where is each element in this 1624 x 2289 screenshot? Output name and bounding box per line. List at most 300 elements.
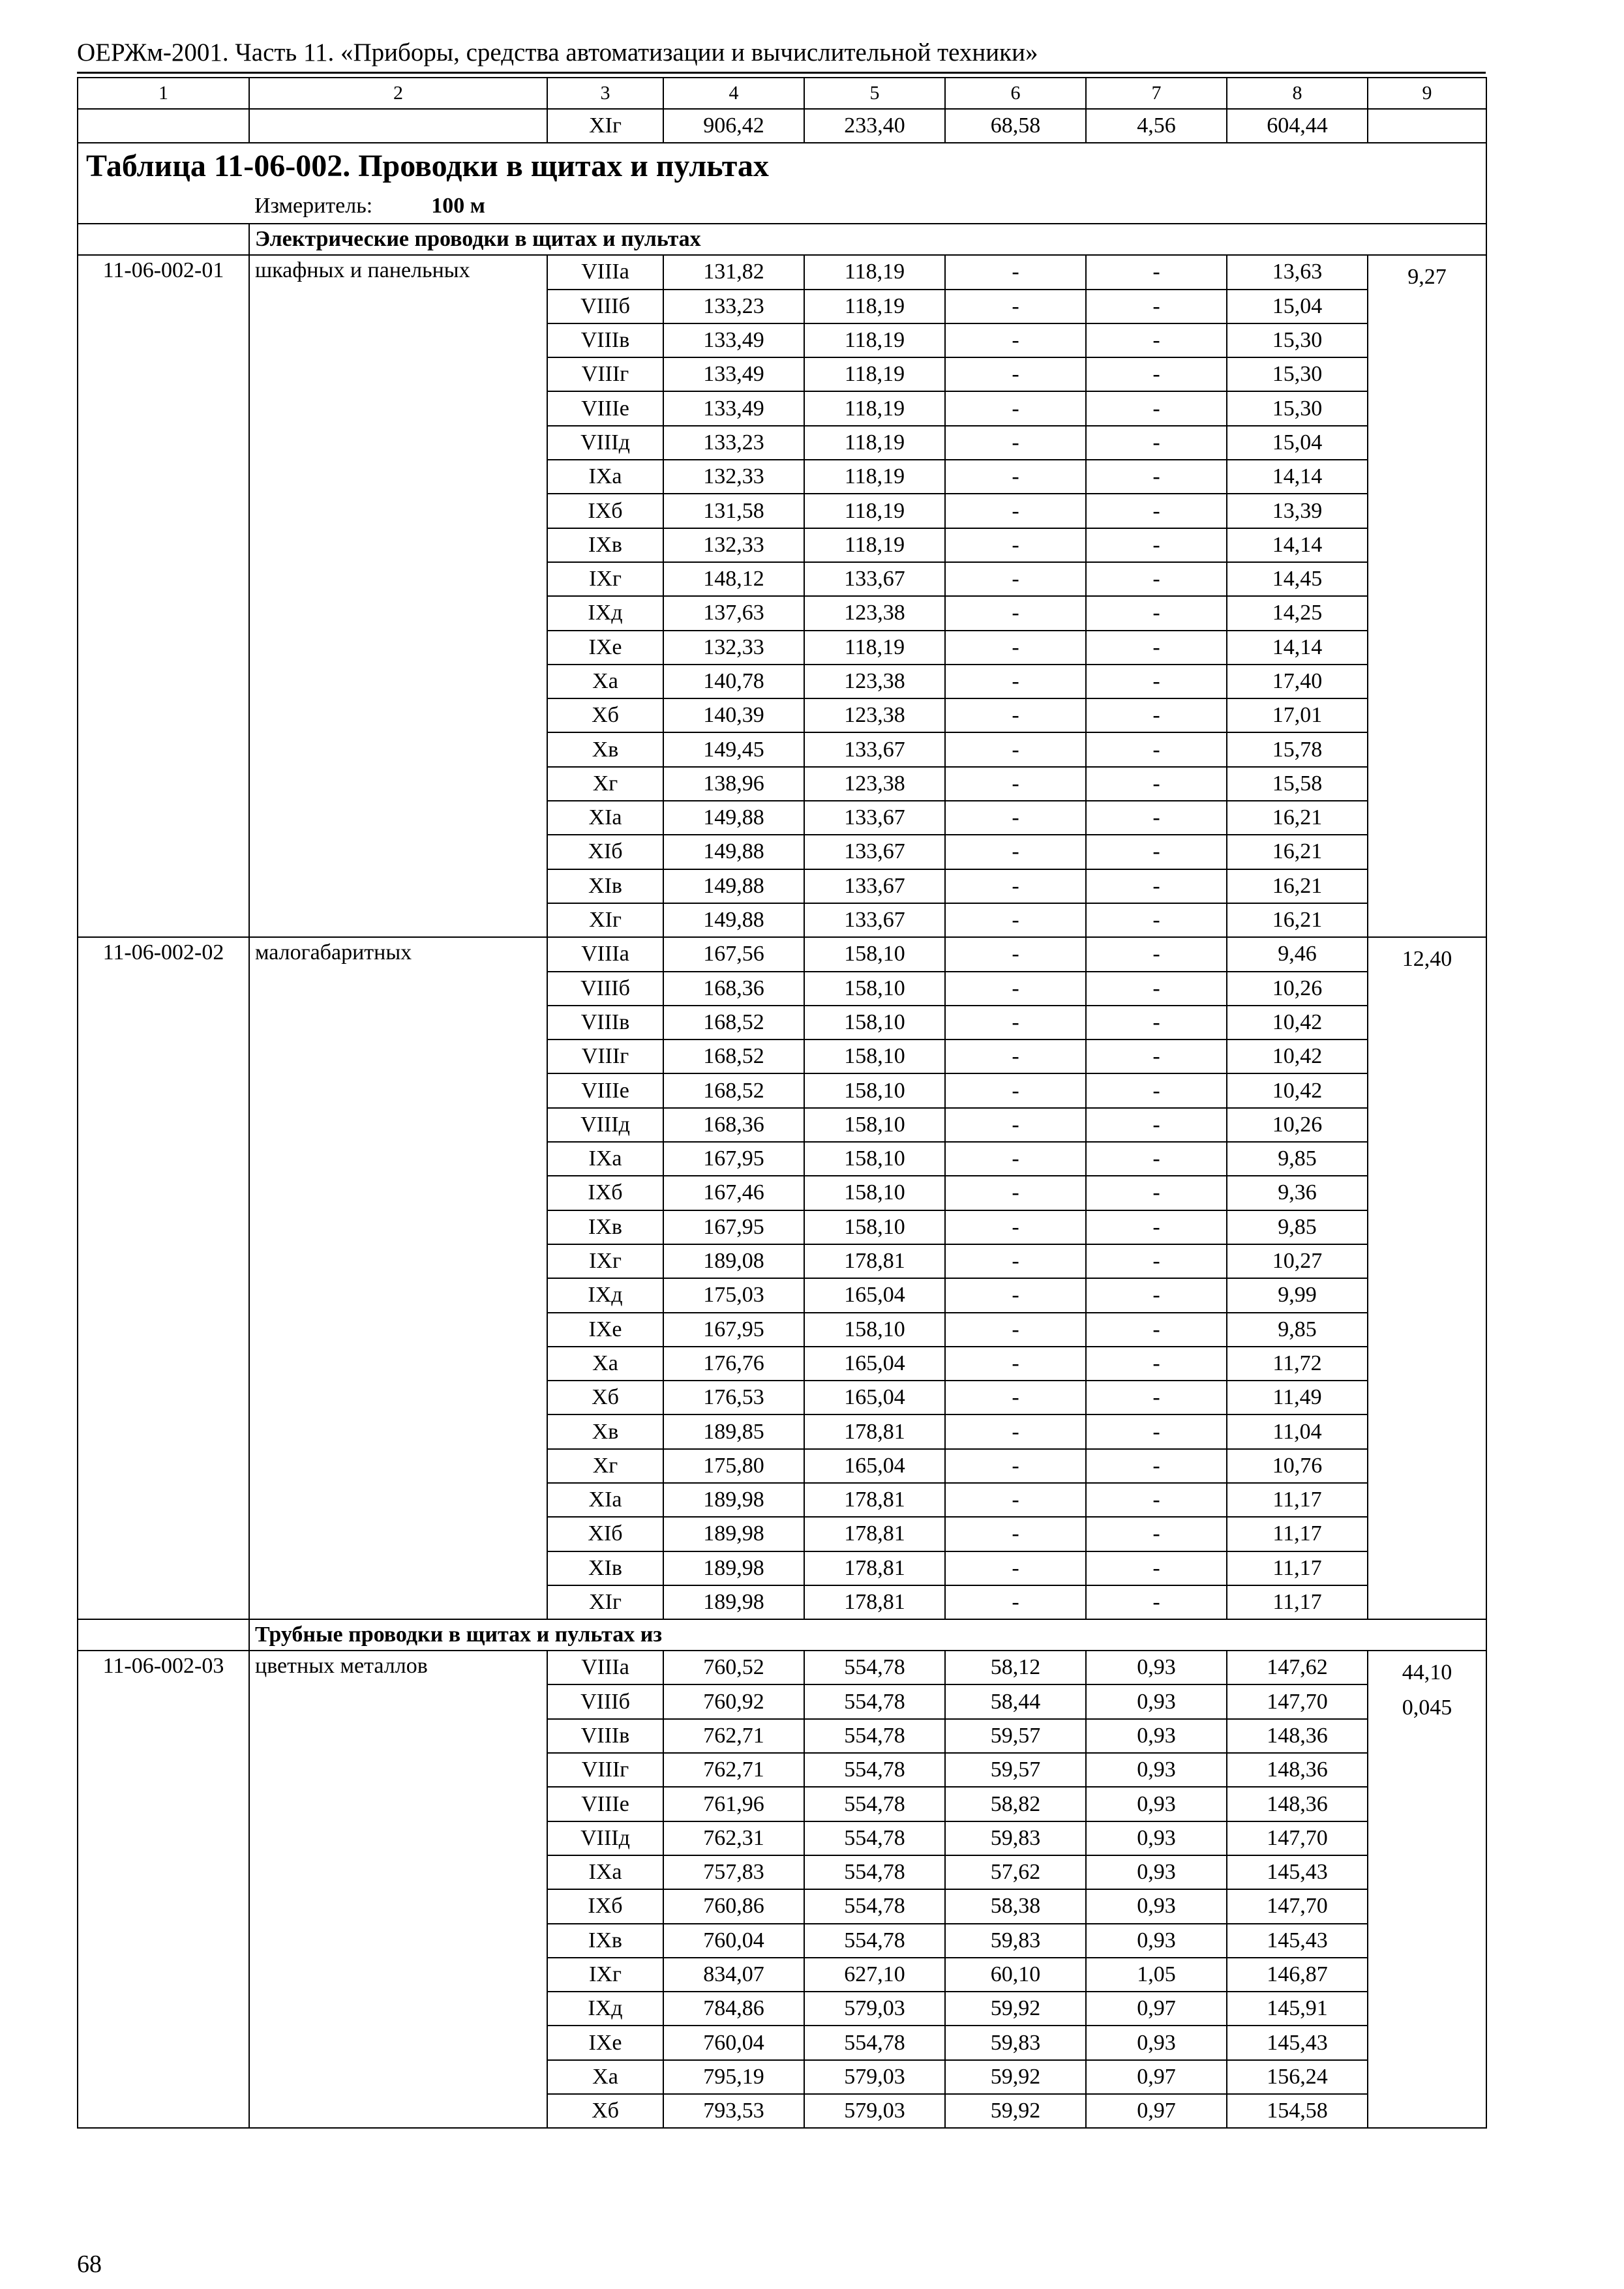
table-cell: -: [945, 937, 1086, 971]
page-header: ОЕРЖм-2001. Часть 11. «Приборы, средства автоматизации и вычислительной техники»: [77, 38, 1038, 67]
table-cell: 58,44: [945, 1684, 1086, 1718]
table-cell: -: [1086, 1278, 1227, 1312]
table-cell: VIIIа: [547, 937, 663, 971]
table-cell: -: [1086, 460, 1227, 494]
table-cell: -: [1086, 1176, 1227, 1210]
table-cell: Xб: [547, 698, 663, 732]
table-cell: 175,03: [663, 1278, 804, 1312]
table-cell: VIIIб: [547, 972, 663, 1006]
table-cell: 59,92: [945, 1992, 1086, 2026]
table-cell: Xа: [547, 2060, 663, 2094]
table-cell: -: [945, 391, 1086, 425]
table-cell: -: [1086, 494, 1227, 528]
table-cell: 167,95: [663, 1313, 804, 1347]
table-cell: -: [945, 1517, 1086, 1551]
table-cell: 10,42: [1227, 1073, 1368, 1107]
section-label: Электрические проводки в щитах и пультах: [249, 224, 1486, 255]
table-cell: -: [1086, 290, 1227, 323]
table-cell: -: [945, 1210, 1086, 1244]
table-cell: 13,39: [1227, 494, 1368, 528]
table-cell: -: [1086, 1483, 1227, 1517]
table-cell: 0,93: [1086, 1684, 1227, 1718]
table-cell: 118,19: [804, 426, 945, 460]
table-cell: 233,40: [804, 109, 945, 143]
measure-value: 100 м: [431, 194, 485, 218]
table-cell: -: [945, 1381, 1086, 1414]
table-cell: 11,17: [1227, 1517, 1368, 1551]
table-cell: 15,78: [1227, 732, 1368, 766]
table-cell: 118,19: [804, 323, 945, 357]
table-cell: 10,42: [1227, 1040, 1368, 1073]
carry-over-row: [78, 109, 1486, 143]
table-cell: 795,19: [663, 2060, 804, 2094]
table-cell: 178,81: [804, 1585, 945, 1619]
table-cell: 0,97: [1086, 2060, 1227, 2094]
table-cell: 14,45: [1227, 562, 1368, 596]
table-cell: VIIIв: [547, 1719, 663, 1753]
table-cell: 17,01: [1227, 698, 1368, 732]
table-cell: 762,71: [663, 1719, 804, 1753]
table-cell: 189,98: [663, 1551, 804, 1585]
table-cell: 10,27: [1227, 1244, 1368, 1278]
table-cell: 10,76: [1227, 1449, 1368, 1483]
table-cell: -: [945, 1142, 1086, 1176]
table-cell: -: [1086, 1551, 1227, 1585]
table-cell: 0,93: [1086, 1855, 1227, 1889]
table-cell: IXг: [547, 562, 663, 596]
table-cell: 760,04: [663, 2026, 804, 2059]
table-cell: 0,93: [1086, 2026, 1227, 2059]
table-cell: 17,40: [1227, 665, 1368, 698]
table-cell: XIг: [547, 1585, 663, 1619]
table-cell: 133,67: [804, 835, 945, 869]
table-cell: IXе: [547, 1313, 663, 1347]
table-cell: Xб: [547, 1381, 663, 1414]
table-cell: 133,67: [804, 869, 945, 903]
rate-code: 11-06-002-02: [78, 937, 249, 1619]
column-number: 7: [1086, 78, 1227, 109]
table-cell: 178,81: [804, 1414, 945, 1448]
table-cell: -: [1086, 732, 1227, 766]
table-body: [78, 78, 1486, 2128]
table-cell: -: [1086, 1414, 1227, 1448]
table-cell: VIIIд: [547, 1821, 663, 1855]
table-cell: 834,07: [663, 1958, 804, 1992]
table-cell: 554,78: [804, 1889, 945, 1923]
table-cell: -: [945, 528, 1086, 562]
table-cell: -: [945, 631, 1086, 665]
table-title-row: [78, 143, 1486, 189]
table-cell: 131,58: [663, 494, 804, 528]
table-cell: 784,86: [663, 1992, 804, 2026]
table-cell: 14,14: [1227, 631, 1368, 665]
table-cell: Xа: [547, 1347, 663, 1381]
table-cell: 145,43: [1227, 1924, 1368, 1958]
table-cell: 118,19: [804, 357, 945, 391]
table-cell: -: [945, 323, 1086, 357]
table-cell: 59,83: [945, 1821, 1086, 1855]
column-9-value: 44,10 0,045: [1368, 1651, 1486, 2128]
table-cell: -: [1086, 835, 1227, 869]
table-cell: -: [1086, 1040, 1227, 1073]
table-cell: 554,78: [804, 1821, 945, 1855]
table-cell: 58,82: [945, 1787, 1086, 1821]
table-cell: 793,53: [663, 2094, 804, 2128]
table-cell: 59,57: [945, 1719, 1086, 1753]
table-cell: -: [945, 801, 1086, 835]
table-cell: 149,45: [663, 732, 804, 766]
table-cell: 156,24: [1227, 2060, 1368, 2094]
table-cell: 11,17: [1227, 1551, 1368, 1585]
table-cell: XIв: [547, 869, 663, 903]
table-cell: 133,67: [804, 903, 945, 937]
table-cell: XIб: [547, 835, 663, 869]
table-cell: 165,04: [804, 1278, 945, 1312]
table-cell: 137,63: [663, 596, 804, 630]
table-cell: 60,10: [945, 1958, 1086, 1992]
table-cell: 760,52: [663, 1651, 804, 1684]
table-cell: 132,33: [663, 460, 804, 494]
table-cell: -: [1086, 1073, 1227, 1107]
table-cell: -: [945, 1176, 1086, 1210]
table-cell: VIIIе: [547, 1073, 663, 1107]
table-cell: -: [1086, 323, 1227, 357]
table-cell: 10,26: [1227, 972, 1368, 1006]
table-cell: 59,83: [945, 1924, 1086, 1958]
table-cell: 178,81: [804, 1517, 945, 1551]
table-cell: -: [945, 1244, 1086, 1278]
table-cell: -: [1086, 665, 1227, 698]
column-number: 5: [804, 78, 945, 109]
table-cell: VIIIб: [547, 1684, 663, 1718]
table-cell: -: [945, 1006, 1086, 1040]
column-number: 2: [249, 78, 547, 109]
column-number: 1: [78, 78, 249, 109]
table-cell: VIIIд: [547, 426, 663, 460]
table-row: [78, 255, 1486, 289]
table-cell: [249, 109, 547, 143]
table-cell: 757,83: [663, 1855, 804, 1889]
table-cell: 118,19: [804, 290, 945, 323]
table-cell: 579,03: [804, 2060, 945, 2094]
table-cell: -: [1086, 1381, 1227, 1414]
table-cell: -: [945, 903, 1086, 937]
table-cell: -: [945, 972, 1086, 1006]
rate-code: 11-06-002-01: [78, 255, 249, 937]
table-cell: 158,10: [804, 937, 945, 971]
section-label: Трубные проводки в щитах и пультах из: [249, 1619, 1486, 1651]
table-cell: -: [1086, 1313, 1227, 1347]
table-cell: Xв: [547, 732, 663, 766]
table-cell: 760,04: [663, 1924, 804, 1958]
table-cell: -: [1086, 562, 1227, 596]
table-cell: -: [1086, 972, 1227, 1006]
table-cell: 11,49: [1227, 1381, 1368, 1414]
table-cell: 554,78: [804, 1924, 945, 1958]
table-cell: VIIIе: [547, 1787, 663, 1821]
table-cell: IXа: [547, 1855, 663, 1889]
table-cell: 147,62: [1227, 1651, 1368, 1684]
table-cell: -: [945, 732, 1086, 766]
table-cell: VIIIв: [547, 323, 663, 357]
table-cell: 761,96: [663, 1787, 804, 1821]
table-cell: VIIIг: [547, 1040, 663, 1073]
section-header-row: [78, 224, 1486, 255]
table-cell: 14,14: [1227, 460, 1368, 494]
table-cell: 178,81: [804, 1483, 945, 1517]
table-cell: 14,25: [1227, 596, 1368, 630]
table-cell: 0,93: [1086, 1719, 1227, 1753]
table-cell: XIв: [547, 1551, 663, 1585]
table-cell: 15,30: [1227, 323, 1368, 357]
table-cell: 579,03: [804, 1992, 945, 2026]
table-cell: VIIIе: [547, 391, 663, 425]
table-cell: 906,42: [663, 109, 804, 143]
table-cell: 554,78: [804, 1651, 945, 1684]
table-cell: 59,92: [945, 2060, 1086, 2094]
table-cell: -: [1086, 1108, 1227, 1142]
table-cell: VIIIа: [547, 1651, 663, 1684]
table-cell: Xа: [547, 665, 663, 698]
table-cell: -: [945, 1278, 1086, 1312]
table-cell: -: [945, 1108, 1086, 1142]
table-cell: 554,78: [804, 1753, 945, 1787]
table-cell: 16,21: [1227, 869, 1368, 903]
table-cell: 760,86: [663, 1889, 804, 1923]
table-cell: -: [1086, 1006, 1227, 1040]
table-cell: -: [945, 1313, 1086, 1347]
table-cell: IXа: [547, 1142, 663, 1176]
table-cell: 118,19: [804, 460, 945, 494]
table-cell: 11,17: [1227, 1585, 1368, 1619]
table-cell: IXг: [547, 1244, 663, 1278]
table-cell: -: [1086, 698, 1227, 732]
table-cell: 13,63: [1227, 255, 1368, 289]
table-cell: 554,78: [804, 1684, 945, 1718]
table-cell: 11,17: [1227, 1483, 1368, 1517]
table-cell: 158,10: [804, 1210, 945, 1244]
table-cell: -: [945, 460, 1086, 494]
table-cell: 554,78: [804, 1787, 945, 1821]
table-cell: 627,10: [804, 1958, 945, 1992]
table-cell: XIб: [547, 1517, 663, 1551]
table-cell: 131,82: [663, 255, 804, 289]
table-cell: 604,44: [1227, 109, 1368, 143]
table-cell: 133,49: [663, 391, 804, 425]
table-cell: VIIIд: [547, 1108, 663, 1142]
table-cell: 158,10: [804, 1006, 945, 1040]
table-cell: 9,85: [1227, 1142, 1368, 1176]
table-cell: 148,12: [663, 562, 804, 596]
table-cell: 158,10: [804, 972, 945, 1006]
table-cell: 133,49: [663, 323, 804, 357]
table-cell: -: [1086, 1347, 1227, 1381]
table-cell: 123,38: [804, 698, 945, 732]
table-cell: 16,21: [1227, 903, 1368, 937]
table-cell: -: [945, 767, 1086, 801]
table-cell: 138,96: [663, 767, 804, 801]
header-rule: [77, 72, 1486, 74]
table-cell: 148,36: [1227, 1787, 1368, 1821]
table-cell: 762,31: [663, 1821, 804, 1855]
table-cell: 133,23: [663, 426, 804, 460]
table-cell: 579,03: [804, 2094, 945, 2128]
table-cell: -: [945, 869, 1086, 903]
column-number: 4: [663, 78, 804, 109]
table-cell: 16,21: [1227, 835, 1368, 869]
table-cell: -: [945, 1347, 1086, 1381]
table-cell: 145,43: [1227, 2026, 1368, 2059]
table-cell: 147,70: [1227, 1684, 1368, 1718]
table-cell: 554,78: [804, 2026, 945, 2059]
table-cell: 0,97: [1086, 1992, 1227, 2026]
table-cell: -: [1086, 1517, 1227, 1551]
table-cell: Xв: [547, 1414, 663, 1448]
table-cell: 123,38: [804, 665, 945, 698]
table-cell: -: [1086, 1210, 1227, 1244]
table-cell: 146,87: [1227, 1958, 1368, 1992]
table-cell: 168,36: [663, 972, 804, 1006]
table-cell: IXд: [547, 596, 663, 630]
column-9-value: 12,40: [1368, 937, 1486, 1619]
table-cell: 133,49: [663, 357, 804, 391]
table-cell: 762,71: [663, 1753, 804, 1787]
table-cell: 145,43: [1227, 1855, 1368, 1889]
table-cell: Xг: [547, 1449, 663, 1483]
table-cell: 9,85: [1227, 1210, 1368, 1244]
table-cell: [78, 109, 249, 143]
table-cell: 176,53: [663, 1381, 804, 1414]
table-cell: 158,10: [804, 1073, 945, 1107]
measure-label: Измеритель:: [254, 194, 373, 218]
table-cell: 14,14: [1227, 528, 1368, 562]
table-cell: 165,04: [804, 1347, 945, 1381]
table-cell: 0,97: [1086, 2094, 1227, 2128]
table-cell: 10,42: [1227, 1006, 1368, 1040]
table-cell: 167,95: [663, 1142, 804, 1176]
table-cell: VIIIб: [547, 290, 663, 323]
table-cell: 9,85: [1227, 1313, 1368, 1347]
table-cell: IXб: [547, 1889, 663, 1923]
table-cell: 147,70: [1227, 1889, 1368, 1923]
column-number: 8: [1227, 78, 1368, 109]
table-cell: -: [1086, 767, 1227, 801]
table-cell: VIIIг: [547, 357, 663, 391]
table-cell: 148,36: [1227, 1719, 1368, 1753]
table-cell: 59,92: [945, 2094, 1086, 2128]
table-cell: 165,04: [804, 1381, 945, 1414]
table-cell: 0,93: [1086, 1924, 1227, 1958]
table-cell: -: [1086, 391, 1227, 425]
table-cell: 149,88: [663, 835, 804, 869]
table-cell: 145,91: [1227, 1992, 1368, 2026]
table-cell: IXд: [547, 1278, 663, 1312]
table-cell: -: [1086, 596, 1227, 630]
table-cell: VIIIа: [547, 255, 663, 289]
table-cell: 0,93: [1086, 1821, 1227, 1855]
table-cell: -: [945, 562, 1086, 596]
table-cell: IXе: [547, 631, 663, 665]
measure-cell: [78, 189, 1486, 224]
table-cell: 168,52: [663, 1040, 804, 1073]
column-number: 3: [547, 78, 663, 109]
table-cell: 165,04: [804, 1449, 945, 1483]
table-cell: 158,10: [804, 1313, 945, 1347]
table-cell: -: [945, 255, 1086, 289]
table-cell: 9,99: [1227, 1278, 1368, 1312]
table-cell: 58,12: [945, 1651, 1086, 1684]
table-cell: -: [945, 698, 1086, 732]
table-cell: 9,36: [1227, 1176, 1368, 1210]
table-cell: 0,93: [1086, 1787, 1227, 1821]
table-cell: 57,62: [945, 1855, 1086, 1889]
table-cell: 15,30: [1227, 391, 1368, 425]
table-cell: 189,85: [663, 1414, 804, 1448]
table-cell: 158,10: [804, 1176, 945, 1210]
table-cell: 189,98: [663, 1585, 804, 1619]
table-cell: -: [1086, 1142, 1227, 1176]
table-cell: -: [1086, 801, 1227, 835]
table-cell: 15,04: [1227, 290, 1368, 323]
table-cell: 149,88: [663, 801, 804, 835]
column-number: 6: [945, 78, 1086, 109]
table-cell: 178,81: [804, 1244, 945, 1278]
measure-row: [78, 189, 1486, 224]
table-cell: 58,38: [945, 1889, 1086, 1923]
table-cell: XIг: [547, 109, 663, 143]
table-cell: 59,57: [945, 1753, 1086, 1787]
table-cell: Xг: [547, 767, 663, 801]
table-cell: 15,04: [1227, 426, 1368, 460]
table-cell: -: [1086, 1244, 1227, 1278]
table-cell: VIIIг: [547, 1753, 663, 1787]
table-cell: 167,46: [663, 1176, 804, 1210]
table-cell: 554,78: [804, 1855, 945, 1889]
table-cell: 189,98: [663, 1517, 804, 1551]
table-cell: 16,21: [1227, 801, 1368, 835]
table-cell: 189,98: [663, 1483, 804, 1517]
table-cell: -: [945, 1414, 1086, 1448]
table-cell: 760,92: [663, 1684, 804, 1718]
table-cell: [1368, 109, 1486, 143]
table-cell: 175,80: [663, 1449, 804, 1483]
table-cell: 133,67: [804, 562, 945, 596]
table-cell: -: [945, 494, 1086, 528]
table-cell: -: [1086, 528, 1227, 562]
table-cell: -: [1086, 937, 1227, 971]
table-cell: -: [1086, 1585, 1227, 1619]
table-cell: 118,19: [804, 255, 945, 289]
page-number: 68: [77, 2251, 102, 2278]
table-cell: IXб: [547, 1176, 663, 1210]
table-cell: 140,39: [663, 698, 804, 732]
table-cell: 68,58: [945, 109, 1086, 143]
table-cell: -: [945, 357, 1086, 391]
rate-name: малогабаритных: [249, 937, 547, 1619]
table-cell: 1,05: [1086, 1958, 1227, 1992]
table-cell: -: [1086, 631, 1227, 665]
table-cell: 10,26: [1227, 1108, 1368, 1142]
table-cell: [78, 224, 249, 255]
table-cell: IXв: [547, 1210, 663, 1244]
table-cell: IXд: [547, 1992, 663, 2026]
table-cell: 167,56: [663, 937, 804, 971]
table-cell: -: [945, 835, 1086, 869]
table-cell: 118,19: [804, 528, 945, 562]
table-cell: 0,93: [1086, 1889, 1227, 1923]
column-9-value: 9,27: [1368, 255, 1486, 937]
table-cell: -: [945, 665, 1086, 698]
